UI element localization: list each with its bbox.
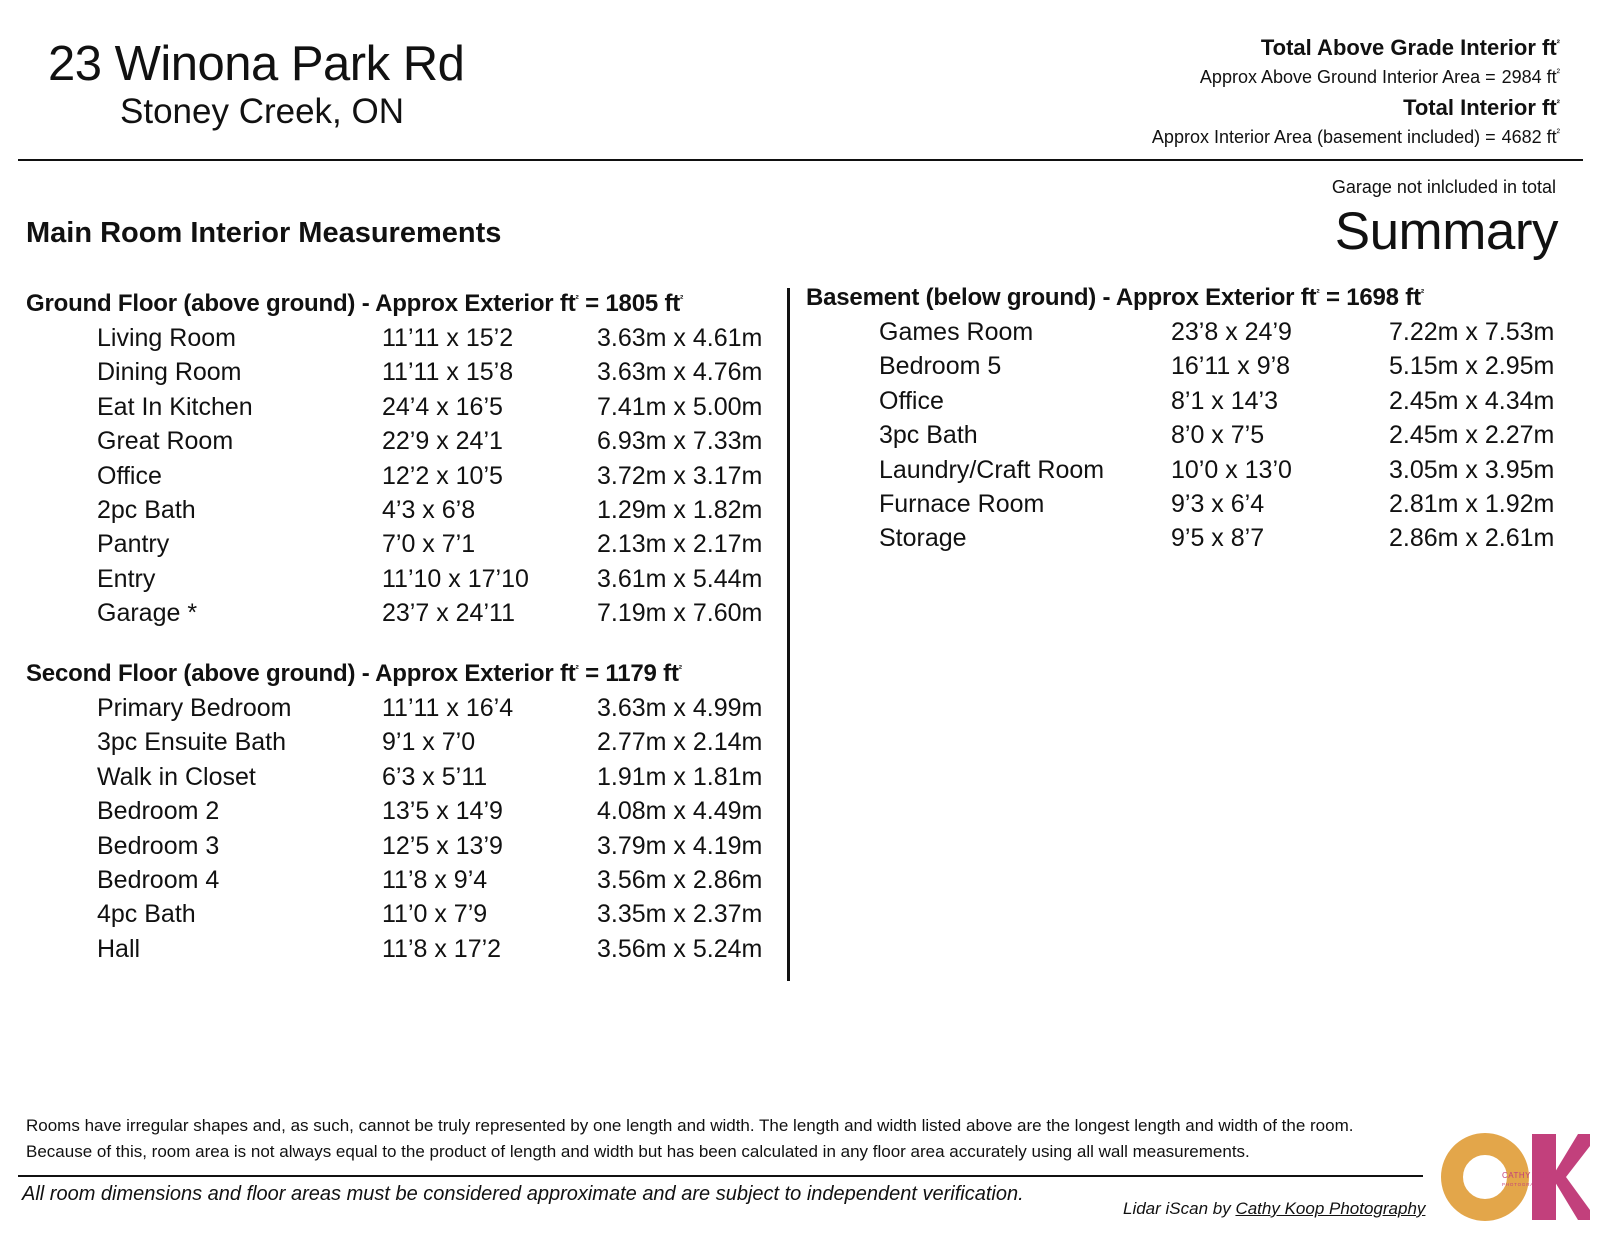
- second-floor-area: = 1179 ft: [578, 660, 679, 687]
- above-grade-value: 2984 ft: [1501, 67, 1557, 87]
- room-name: 4pc Bath: [97, 900, 196, 929]
- disclaimer-line-1: Rooms have irregular shapes and, as such, cannot be truly represented by one length and width. The length and width listed above are the longest length and width of the room.: [26, 1116, 1354, 1135]
- room-metric-dimensions: 6.93m x 7.33m: [597, 427, 763, 456]
- room-name: Office: [97, 461, 162, 490]
- room-imperial-dimensions: 11’11 x 15’8: [382, 358, 514, 387]
- room-name: Pantry: [97, 530, 170, 559]
- basement-heading: [806, 284, 1424, 312]
- room-metric-dimensions: 2.81m x 1.92m: [1389, 489, 1555, 518]
- room-imperial-dimensions: 9’3 x 6’4: [1171, 489, 1265, 518]
- second-floor-heading: [26, 660, 682, 688]
- city-province: Stoney Creek, ON: [120, 92, 404, 131]
- room-imperial-dimensions: 4’3 x 6’8: [382, 495, 476, 524]
- garage-note: Garage not inlcluded in total: [1331, 177, 1556, 197]
- sq-superscript: ²: [1556, 68, 1560, 79]
- room-imperial-dimensions: 13’5 x 14’9: [382, 797, 503, 826]
- room-metric-dimensions: 2.86m x 2.61m: [1389, 524, 1555, 553]
- room-imperial-dimensions: 11’11 x 16’4: [382, 694, 514, 722]
- room-imperial-dimensions: 6’3 x 5’11: [382, 762, 488, 791]
- credit-prefix: Lidar iScan by: [1123, 1199, 1236, 1218]
- column-divider: [787, 288, 790, 981]
- room-metric-dimensions: 2.13m x 2.17m: [597, 530, 763, 559]
- room-name: Bedroom 4: [97, 865, 220, 894]
- above-grade-line: [1000, 62, 1560, 92]
- room-metric-dimensions: 7.41m x 5.00m: [597, 392, 763, 421]
- sq-superscript: ²: [1556, 38, 1560, 50]
- property-address: [48, 36, 568, 132]
- room-imperial-dimensions: 9’1 x 7’0: [382, 728, 476, 757]
- measurement-disclaimer: [26, 1113, 1446, 1165]
- basement-area: = 1698 ft: [1319, 284, 1421, 311]
- room-metric-dimensions: 3.72m x 3.17m: [597, 461, 763, 490]
- verification-note: All room dimensions and floor areas must be considered approximate and are subject to independent verification.: [22, 1183, 1024, 1205]
- logo-brand-line-1: CATHY KOOP: [1502, 1171, 1559, 1180]
- logo-brand-line-2: PHOTOGRAPHY: [1502, 1182, 1546, 1187]
- ground-floor-area: = 1805 ft: [578, 290, 681, 317]
- room-imperial-dimensions: 7’0 x 7’1: [382, 530, 476, 559]
- room-imperial-dimensions: 8’1 x 14’3: [1171, 386, 1279, 415]
- cathy-koop-logo: [1440, 1132, 1590, 1222]
- room-name: 3pc Ensuite Bath: [97, 728, 287, 757]
- footer-divider: [18, 1175, 1423, 1177]
- disclaimer-line-2: Because of this, room area is not always equal to the product of length and width but has been calculated in any floor area accurately using all wall measurements.: [26, 1142, 1250, 1161]
- room-imperial-dimensions: 11’10 x 17’10: [382, 564, 529, 593]
- room-name: Bedroom 3: [97, 831, 220, 860]
- room-imperial-dimensions: 23’7 x 24’11: [382, 599, 515, 628]
- above-grade-heading: [1000, 34, 1560, 62]
- room-name: Office: [879, 386, 944, 415]
- room-name: 2pc Bath: [97, 495, 196, 524]
- header-divider: [18, 159, 1583, 161]
- room-imperial-dimensions: 24’4 x 16’5: [382, 392, 503, 421]
- street-address: 23 Winona Park Rd: [48, 37, 465, 91]
- sq-superscript: ²: [678, 664, 682, 675]
- room-name: Storage: [879, 524, 967, 553]
- ground-floor-heading-text: Ground Floor (above ground) - Approx Exterior ft: [26, 290, 576, 317]
- second-floor-heading-text: Second Floor (above ground) - Approx Exterior ft: [26, 660, 576, 687]
- room-name: Laundry/Craft Room: [879, 455, 1105, 484]
- room-metric-dimensions: 1.91m x 1.81m: [597, 762, 763, 791]
- ground-floor-heading: [26, 290, 683, 318]
- room-imperial-dimensions: 8’0 x 7’5: [1171, 421, 1265, 450]
- room-metric-dimensions: 3.61m x 5.44m: [597, 564, 763, 593]
- room-imperial-dimensions: 10’0 x 13’0: [1171, 455, 1292, 484]
- room-metric-dimensions: 3.79m x 4.19m: [597, 831, 763, 860]
- sq-superscript: ²: [575, 664, 579, 675]
- above-grade-heading-text: Total Above Grade Interior ft: [1260, 35, 1557, 60]
- room-imperial-dimensions: 22’9 x 24’1: [382, 427, 503, 456]
- room-name: Furnace Room: [879, 489, 1045, 518]
- sq-superscript: ²: [680, 294, 684, 305]
- room-name: Primary Bedroom: [97, 694, 292, 722]
- room-imperial-dimensions: 11’11 x 15’2: [382, 324, 514, 352]
- room-name: Eat In Kitchen: [97, 392, 253, 421]
- summary-title: Summary: [1334, 202, 1558, 261]
- room-metric-dimensions: 3.63m x 4.61m: [597, 324, 763, 352]
- interior-heading-text: Total Interior ft: [1403, 95, 1557, 120]
- area-totals: [1000, 34, 1560, 154]
- sq-superscript: ²: [575, 294, 579, 305]
- sq-superscript: ²: [1316, 288, 1320, 299]
- main-title: Main Room Interior Measurements: [26, 217, 502, 249]
- interior-line: [1000, 122, 1560, 152]
- room-metric-dimensions: 3.63m x 4.99m: [597, 694, 763, 722]
- photographer-credit: [1123, 1199, 1425, 1219]
- room-metric-dimensions: 2.77m x 2.14m: [597, 728, 763, 757]
- room-name: Garage *: [97, 599, 198, 628]
- room-imperial-dimensions: 12’5 x 13’9: [382, 831, 503, 860]
- room-imperial-dimensions: 12’2 x 10’5: [382, 461, 503, 490]
- room-name: Games Room: [879, 318, 1034, 346]
- room-metric-dimensions: 3.56m x 2.86m: [597, 865, 763, 894]
- room-imperial-dimensions: 11’8 x 17’2: [382, 934, 502, 963]
- room-name: Great Room: [97, 427, 234, 456]
- basement-heading-text: Basement (below ground) - Approx Exterior ft: [806, 284, 1317, 311]
- sq-superscript: ²: [1556, 98, 1560, 110]
- room-imperial-dimensions: 11’8 x 9’4: [382, 865, 488, 894]
- room-metric-dimensions: 3.05m x 3.95m: [1389, 455, 1555, 484]
- room-imperial-dimensions: 9’5 x 8’7: [1171, 524, 1265, 553]
- logo-k-lower-arm: [1552, 1177, 1590, 1220]
- room-imperial-dimensions: 11’0 x 7’9: [382, 900, 488, 929]
- sq-superscript: ²: [1556, 128, 1560, 139]
- room-metric-dimensions: 3.35m x 2.37m: [597, 900, 763, 929]
- room-imperial-dimensions: 16’11 x 9’8: [1171, 352, 1291, 381]
- above-grade-label: Approx Above Ground Interior Area =: [1199, 67, 1496, 87]
- room-name: Entry: [97, 564, 156, 593]
- room-metric-dimensions: 5.15m x 2.95m: [1389, 352, 1555, 381]
- room-name: Walk in Closet: [97, 762, 256, 791]
- room-metric-dimensions: 7.19m x 7.60m: [597, 599, 763, 628]
- interior-heading: [1000, 94, 1560, 122]
- room-name: Bedroom 5: [879, 352, 1002, 381]
- room-metric-dimensions: 2.45m x 2.27m: [1389, 421, 1555, 450]
- room-name: Dining Room: [97, 358, 242, 387]
- room-name: Living Room: [97, 324, 236, 352]
- room-imperial-dimensions: 23’8 x 24’9: [1171, 318, 1292, 346]
- interior-label: Approx Interior Area (basement included) =: [1151, 127, 1496, 147]
- room-name: Bedroom 2: [97, 797, 220, 826]
- interior-value: 4682 ft: [1501, 127, 1557, 147]
- room-name: 3pc Bath: [879, 421, 978, 450]
- room-metric-dimensions: 7.22m x 7.53m: [1389, 318, 1555, 346]
- room-metric-dimensions: 4.08m x 4.49m: [597, 797, 763, 826]
- photographer-link[interactable]: Cathy Koop Photography: [1235, 1199, 1426, 1218]
- sq-superscript: ²: [1420, 288, 1425, 299]
- room-metric-dimensions: 3.56m x 5.24m: [597, 934, 763, 963]
- room-metric-dimensions: 1.29m x 1.82m: [597, 495, 763, 524]
- room-name: Hall: [97, 934, 141, 963]
- room-metric-dimensions: 2.45m x 4.34m: [1389, 386, 1555, 415]
- room-metric-dimensions: 3.63m x 4.76m: [597, 358, 763, 387]
